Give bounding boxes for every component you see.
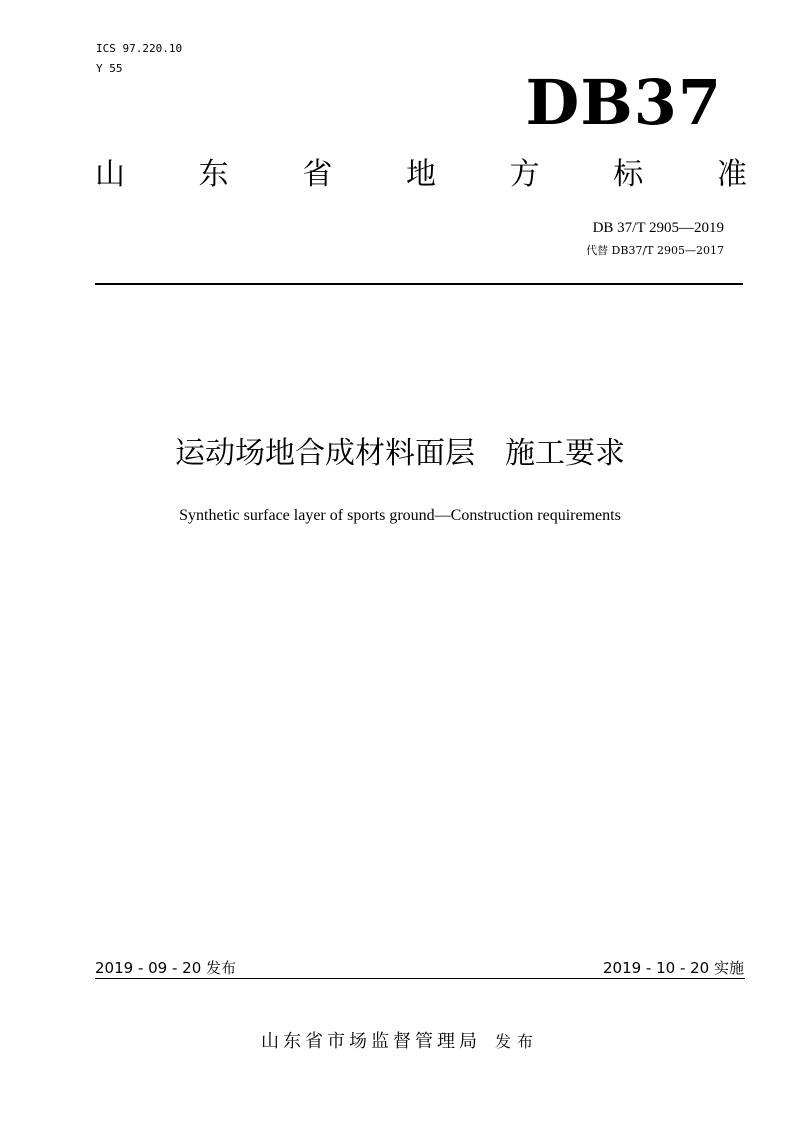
standard-type-char: 准	[716, 157, 747, 192]
standard-type-char: 标	[613, 157, 644, 192]
implement-date: 2019 - 10 - 20 实施	[602, 959, 744, 977]
issuer-suffix: 发布	[494, 1032, 539, 1051]
chinese-title: 运动场地合成材料面层 施工要求	[175, 436, 625, 471]
english-title: Synthetic surface layer of sports ground—Construction requirements	[179, 507, 621, 524]
ccs-code: Y 55	[96, 62, 123, 75]
issuer-name: 山东省市场监督管理局	[260, 1031, 481, 1052]
standard-type-char: 地	[405, 157, 436, 192]
standard-type-char: 东	[198, 157, 229, 192]
standard-type-char: 省	[302, 157, 333, 192]
publish-date: 2019 - 09 - 20 发布	[95, 959, 237, 977]
standard-type-char: 山	[95, 157, 125, 192]
standard-number: DB 37/T 2905—2019	[592, 220, 724, 236]
footer-divider	[95, 978, 745, 979]
supersedes-note: 代替 DB37/T 2905—2017	[586, 244, 724, 257]
standard-mark: DB37	[525, 66, 722, 139]
standard-type-char: 方	[509, 157, 540, 192]
standard-type-heading	[95, 155, 747, 195]
header-divider	[95, 283, 743, 285]
ics-code: ICS 97.220.10	[96, 42, 183, 55]
issuer-line	[0, 1030, 800, 1054]
